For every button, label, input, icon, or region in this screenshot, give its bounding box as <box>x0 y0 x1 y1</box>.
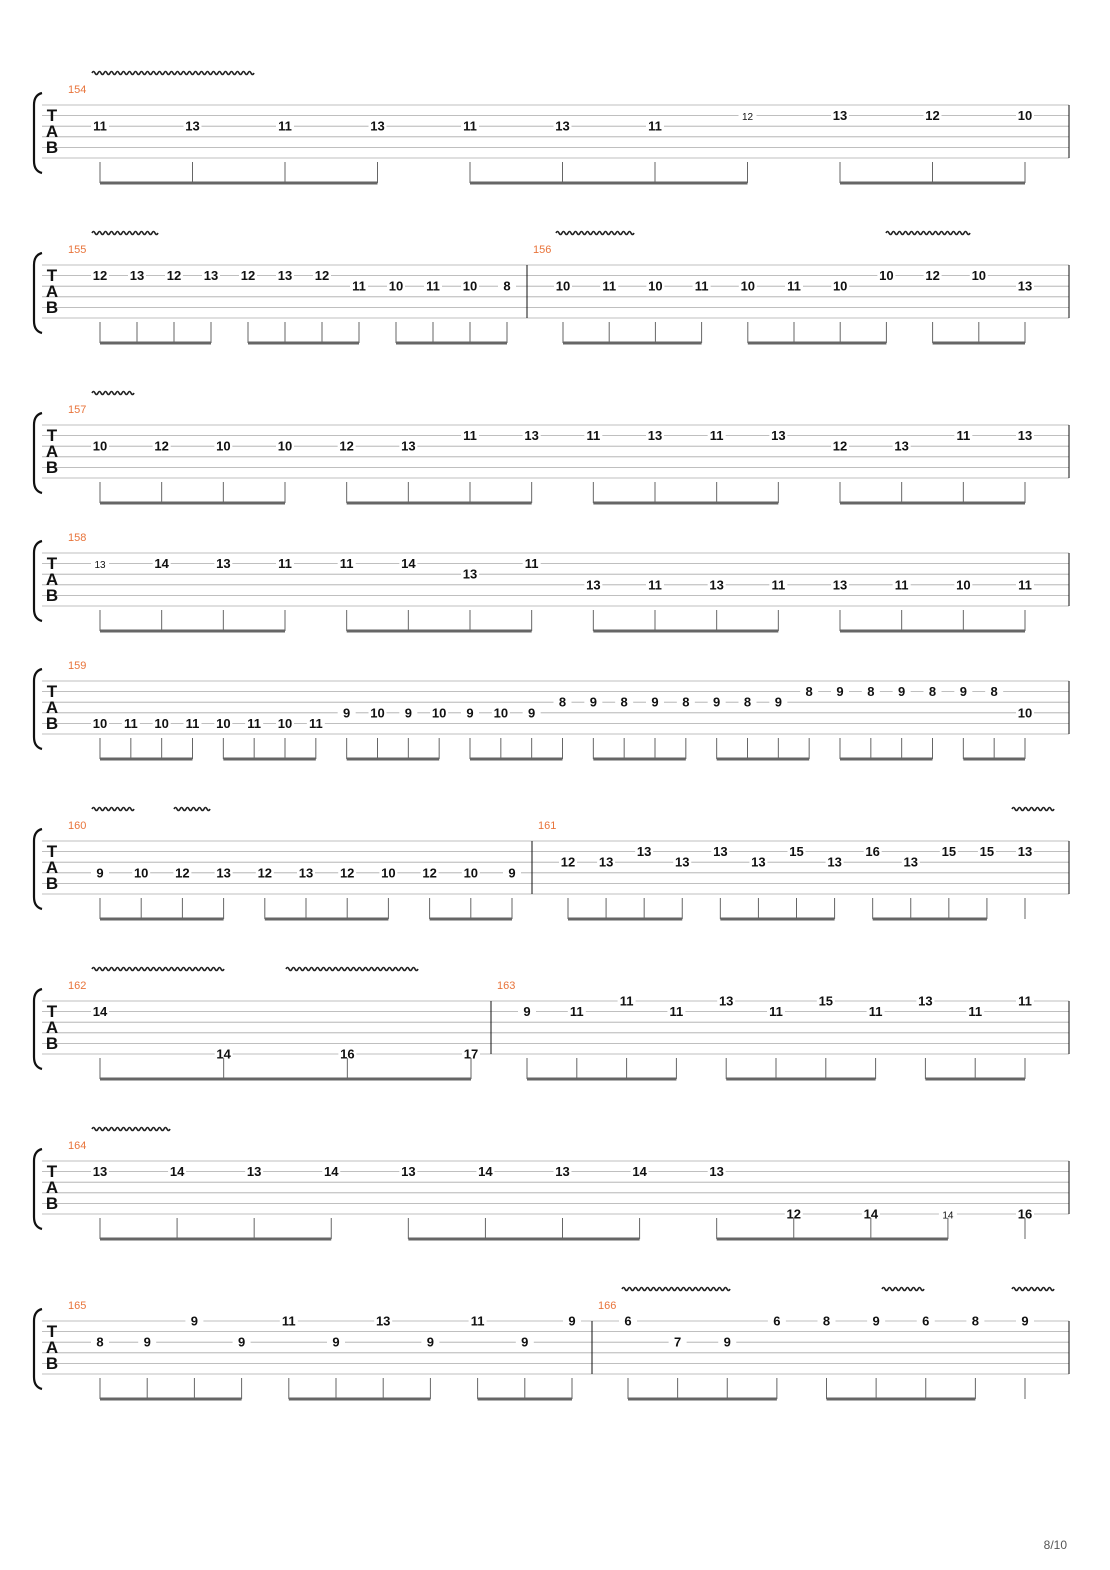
fret-number: 10 <box>462 278 478 294</box>
fret-number: 11 <box>1018 993 1032 1009</box>
fret-number: 8 <box>971 1313 979 1329</box>
fret-number: 13 <box>524 428 539 444</box>
measure-number: 155 <box>68 244 87 256</box>
fret-number: 11 <box>586 428 601 444</box>
fret-number: 12 <box>257 865 273 881</box>
fret-number: 9 <box>143 1334 151 1350</box>
fret-number: 11 <box>339 556 354 572</box>
fret-number: 12 <box>314 268 330 284</box>
fret-number: 11 <box>185 715 200 731</box>
system-bracket <box>34 1309 42 1389</box>
tab-clef-letter: T <box>46 554 58 573</box>
fret-number: 13 <box>832 577 848 593</box>
system-bracket <box>34 1149 42 1229</box>
system-bracket <box>34 413 42 493</box>
fret-number: 13 <box>1017 428 1033 444</box>
fret-number: 11 <box>524 556 539 572</box>
fret-number: 14 <box>863 1206 879 1222</box>
fret-number: 9 <box>521 1334 529 1350</box>
fret-number: 13 <box>675 854 690 870</box>
fret-number: 12 <box>339 438 354 454</box>
staff-system <box>34 1288 1069 1400</box>
fret-number: 13 <box>298 865 314 881</box>
fret-number: 9 <box>713 694 721 710</box>
fret-number: 7 <box>674 1334 682 1350</box>
fret-number: 9 <box>404 705 412 721</box>
fret-number: 11 <box>619 993 634 1009</box>
tab-clef-letter: A <box>45 442 59 461</box>
fret-number: 9 <box>774 694 782 710</box>
fret-number: 13 <box>709 577 724 593</box>
fret-number: 13 <box>216 865 231 881</box>
fret-number: 11 <box>463 428 477 444</box>
fret-number: 10 <box>463 865 479 881</box>
fret-number: 8 <box>805 684 813 700</box>
fret-number: 11 <box>648 118 662 134</box>
vibrato-mark <box>556 232 634 235</box>
fret-number: 14 <box>154 556 169 572</box>
vibrato-mark <box>1012 1288 1054 1291</box>
vibrato-mark <box>92 392 134 395</box>
vibrato-mark <box>174 808 210 811</box>
fret-number: 8 <box>990 684 998 700</box>
fret-number: 8 <box>743 694 752 710</box>
fret-number: 11 <box>278 556 292 572</box>
fret-number: 11 <box>868 1004 883 1020</box>
fret-number: 10 <box>431 705 447 721</box>
fret-number: 11 <box>956 428 971 444</box>
vibrato-mark <box>92 1128 170 1131</box>
fret-number: 13 <box>277 268 293 284</box>
fret-number: 11 <box>281 1313 296 1329</box>
fret-number: 13 <box>92 1164 108 1180</box>
fret-number: 16 <box>340 1046 355 1062</box>
fret-number: 14 <box>216 1046 231 1062</box>
vibrato-mark <box>886 232 970 235</box>
tab-clef-letter: A <box>45 1338 59 1357</box>
fret-number: 10 <box>216 438 231 454</box>
fret-number: 13 <box>203 268 219 284</box>
tab-clef-letter: T <box>46 1162 58 1181</box>
fret-number: 15 <box>941 844 957 860</box>
staff-system <box>34 1128 1069 1240</box>
fret-number: 11 <box>787 278 801 294</box>
fret-number: 13 <box>375 1313 391 1329</box>
measure-number: 161 <box>538 820 557 832</box>
fret-number: 10 <box>971 268 987 284</box>
fret-number: 10 <box>832 278 848 294</box>
measure-number: 157 <box>68 404 87 416</box>
fret-number: 12 <box>92 268 108 284</box>
fret-number: 9 <box>332 1334 340 1350</box>
fret-number: 13 <box>401 1164 416 1180</box>
fret-number: 11 <box>426 278 440 294</box>
fret-number: 13 <box>586 577 601 593</box>
tab-clef-letter: T <box>46 682 58 701</box>
fret-number: 14 <box>169 1164 185 1180</box>
fret-number: 13 <box>647 428 663 444</box>
fret-number: 11 <box>694 278 709 294</box>
fret-number: 10 <box>92 438 108 454</box>
fret-number: 9 <box>898 684 906 700</box>
fret-number: 10 <box>1017 108 1033 124</box>
fret-number: 6 <box>773 1313 781 1329</box>
fret-number: 9 <box>589 694 597 710</box>
fret-number: 13 <box>832 108 848 124</box>
vibrato-mark <box>92 72 254 75</box>
fret-number: 8 <box>867 684 875 700</box>
measure-number: 154 <box>68 84 87 96</box>
tab-clef-letter: A <box>45 570 59 589</box>
fret-number: 9 <box>426 1334 435 1350</box>
measure-number: 166 <box>598 1300 617 1312</box>
measure-number: 156 <box>533 244 552 256</box>
fret-number: 10 <box>388 278 404 294</box>
system-bracket <box>34 989 42 1069</box>
fret-number: 10 <box>648 278 663 294</box>
tab-clef-letter: T <box>46 266 58 285</box>
staff-system <box>34 532 1069 631</box>
fret-number: 11 <box>93 118 107 134</box>
fret-number: 10 <box>956 577 971 593</box>
fret-number: 8 <box>503 278 511 294</box>
measure-number: 160 <box>68 820 87 832</box>
grace-fret-number: 12 <box>741 112 754 124</box>
fret-number: 11 <box>123 715 138 731</box>
fret-number: 16 <box>1017 1206 1033 1222</box>
fret-number: 14 <box>324 1164 339 1180</box>
fret-number: 13 <box>1017 278 1033 294</box>
fret-number: 11 <box>602 278 617 294</box>
fret-number: 11 <box>769 1004 783 1020</box>
staff-system <box>34 968 1069 1080</box>
fret-number: 10 <box>370 705 385 721</box>
staff-system <box>34 232 1069 344</box>
fret-number: 10 <box>154 715 169 731</box>
fret-number: 8 <box>928 684 937 700</box>
fret-number: 9 <box>343 705 351 721</box>
fret-number: 9 <box>723 1334 731 1350</box>
measure-number: 159 <box>68 660 87 672</box>
fret-number: 10 <box>1017 705 1033 721</box>
fret-number: 11 <box>569 1004 584 1020</box>
fret-number: 13 <box>751 854 766 870</box>
fret-number: 9 <box>508 865 516 881</box>
measure-number: 158 <box>68 532 87 544</box>
tab-clef-letter: T <box>46 1002 58 1021</box>
fret-number: 14 <box>632 1164 647 1180</box>
fret-number: 14 <box>401 556 416 572</box>
fret-number: 13 <box>598 854 614 870</box>
vibrato-mark <box>286 968 418 971</box>
system-bracket <box>34 669 42 749</box>
fret-number: 9 <box>568 1313 576 1329</box>
fret-number: 11 <box>463 118 477 134</box>
page-number: 8/10 <box>1043 1538 1067 1552</box>
fret-number: 11 <box>278 118 292 134</box>
fret-number: 13 <box>462 566 478 582</box>
fret-number: 13 <box>894 438 909 454</box>
fret-number: 13 <box>1017 844 1033 860</box>
fret-number: 13 <box>903 854 918 870</box>
fret-number: 8 <box>822 1313 831 1329</box>
fret-number: 9 <box>651 694 659 710</box>
fret-number: 10 <box>216 715 231 731</box>
fret-number: 6 <box>922 1313 930 1329</box>
fret-number: 10 <box>277 715 293 731</box>
fret-number: 11 <box>709 428 724 444</box>
tab-clef-letter: B <box>45 1194 59 1213</box>
fret-number: 11 <box>771 577 786 593</box>
fret-number: 10 <box>277 438 293 454</box>
system-bracket <box>34 541 42 621</box>
fret-number: 10 <box>381 865 396 881</box>
system-bracket <box>34 253 42 333</box>
fret-number: 13 <box>185 118 200 134</box>
tab-clef-letter: B <box>45 298 59 317</box>
fret-number: 10 <box>740 278 756 294</box>
fret-number: 9 <box>523 1004 531 1020</box>
measure-number: 162 <box>68 980 87 992</box>
fret-number: 8 <box>620 694 628 710</box>
fret-number: 8 <box>682 694 690 710</box>
fret-number: 6 <box>624 1313 632 1329</box>
staff-system <box>34 808 1069 920</box>
tab-clef-letter: T <box>46 1322 58 1341</box>
vibrato-mark <box>92 232 158 235</box>
measure-number: 163 <box>497 980 516 992</box>
fret-number: 12 <box>175 865 190 881</box>
fret-number: 10 <box>879 268 894 284</box>
staff-system <box>34 660 1069 759</box>
fret-number: 13 <box>713 844 728 860</box>
tab-clef-letter: T <box>46 842 58 861</box>
fret-number: 12 <box>925 268 940 284</box>
tab-clef-letter: A <box>45 698 59 717</box>
tab-clef-letter: B <box>45 458 59 477</box>
fret-number: 9 <box>959 684 967 700</box>
fret-number: 13 <box>216 556 231 572</box>
vibrato-mark <box>622 1288 730 1291</box>
fret-number: 13 <box>129 268 145 284</box>
fret-number: 8 <box>96 1334 104 1350</box>
fret-number: 13 <box>401 438 416 454</box>
fret-number: 9 <box>96 865 104 881</box>
fret-number: 12 <box>786 1206 801 1222</box>
tab-clef-letter: B <box>45 1354 59 1373</box>
fret-number: 9 <box>237 1334 246 1350</box>
tab-clef-letter: A <box>45 1018 59 1037</box>
grace-fret-number: 14 <box>942 1210 954 1222</box>
fret-number: 9 <box>190 1313 199 1329</box>
vibrato-mark <box>92 808 134 811</box>
fret-number: 13 <box>370 118 385 134</box>
fret-number: 13 <box>709 1164 724 1180</box>
tab-clef-letter: T <box>46 106 58 125</box>
fret-number: 16 <box>865 844 880 860</box>
fret-number: 8 <box>558 694 567 710</box>
fret-number: 11 <box>470 1313 485 1329</box>
system-bracket <box>34 829 42 909</box>
fret-number: 12 <box>832 438 848 454</box>
tab-clef-letter: A <box>45 858 59 877</box>
fret-number: 11 <box>648 577 662 593</box>
fret-number: 12 <box>154 438 169 454</box>
fret-number: 12 <box>925 108 940 124</box>
fret-number: 13 <box>827 854 842 870</box>
fret-number: 12 <box>560 854 576 870</box>
fret-number: 12 <box>166 268 182 284</box>
fret-number: 11 <box>1018 577 1032 593</box>
grace-fret-number: 13 <box>94 560 106 572</box>
fret-number: 15 <box>789 844 804 860</box>
fret-number: 11 <box>894 577 909 593</box>
fret-number: 12 <box>422 865 437 881</box>
fret-number: 13 <box>918 993 933 1009</box>
tab-clef-letter: B <box>45 874 59 893</box>
fret-number: 10 <box>493 705 509 721</box>
fret-number: 9 <box>528 705 536 721</box>
fret-number: 13 <box>555 118 570 134</box>
tab-clef-letter: T <box>46 426 58 445</box>
fret-number: 13 <box>555 1164 570 1180</box>
fret-number: 11 <box>247 715 262 731</box>
fret-number: 13 <box>636 844 652 860</box>
fret-number: 10 <box>92 715 108 731</box>
vibrato-mark <box>92 968 224 971</box>
fret-number: 14 <box>92 1004 108 1020</box>
fret-number: 13 <box>718 993 734 1009</box>
vibrato-mark <box>1012 808 1054 811</box>
measure-number: 165 <box>68 1300 87 1312</box>
fret-number: 14 <box>478 1164 493 1180</box>
fret-number: 9 <box>836 684 844 700</box>
staff-system <box>34 392 1069 504</box>
fret-number: 11 <box>352 278 366 294</box>
fret-number: 13 <box>246 1164 262 1180</box>
fret-number: 11 <box>968 1004 983 1020</box>
vibrato-mark <box>882 1288 924 1291</box>
fret-number: 9 <box>466 705 474 721</box>
fret-number: 11 <box>308 715 323 731</box>
fret-number: 17 <box>463 1046 479 1062</box>
fret-number: 9 <box>1021 1313 1029 1329</box>
fret-number: 10 <box>555 278 571 294</box>
tab-clef-letter: B <box>45 586 59 605</box>
tab-clef-letter: B <box>45 1034 59 1053</box>
tab-clef-letter: A <box>45 1178 59 1197</box>
tab-clef-letter: B <box>45 138 59 157</box>
fret-number: 9 <box>872 1313 880 1329</box>
fret-number: 15 <box>818 993 834 1009</box>
staff-system <box>34 72 1069 184</box>
fret-number: 15 <box>979 844 995 860</box>
system-bracket <box>34 93 42 173</box>
tab-clef-letter: A <box>45 282 59 301</box>
fret-number: 12 <box>240 268 256 284</box>
measure-number: 164 <box>68 1140 87 1152</box>
tab-clef-letter: A <box>45 122 59 141</box>
fret-number: 10 <box>133 865 149 881</box>
fret-number: 13 <box>771 428 786 444</box>
tab-clef-letter: B <box>45 714 59 733</box>
fret-number: 11 <box>669 1004 684 1020</box>
fret-number: 12 <box>339 865 355 881</box>
